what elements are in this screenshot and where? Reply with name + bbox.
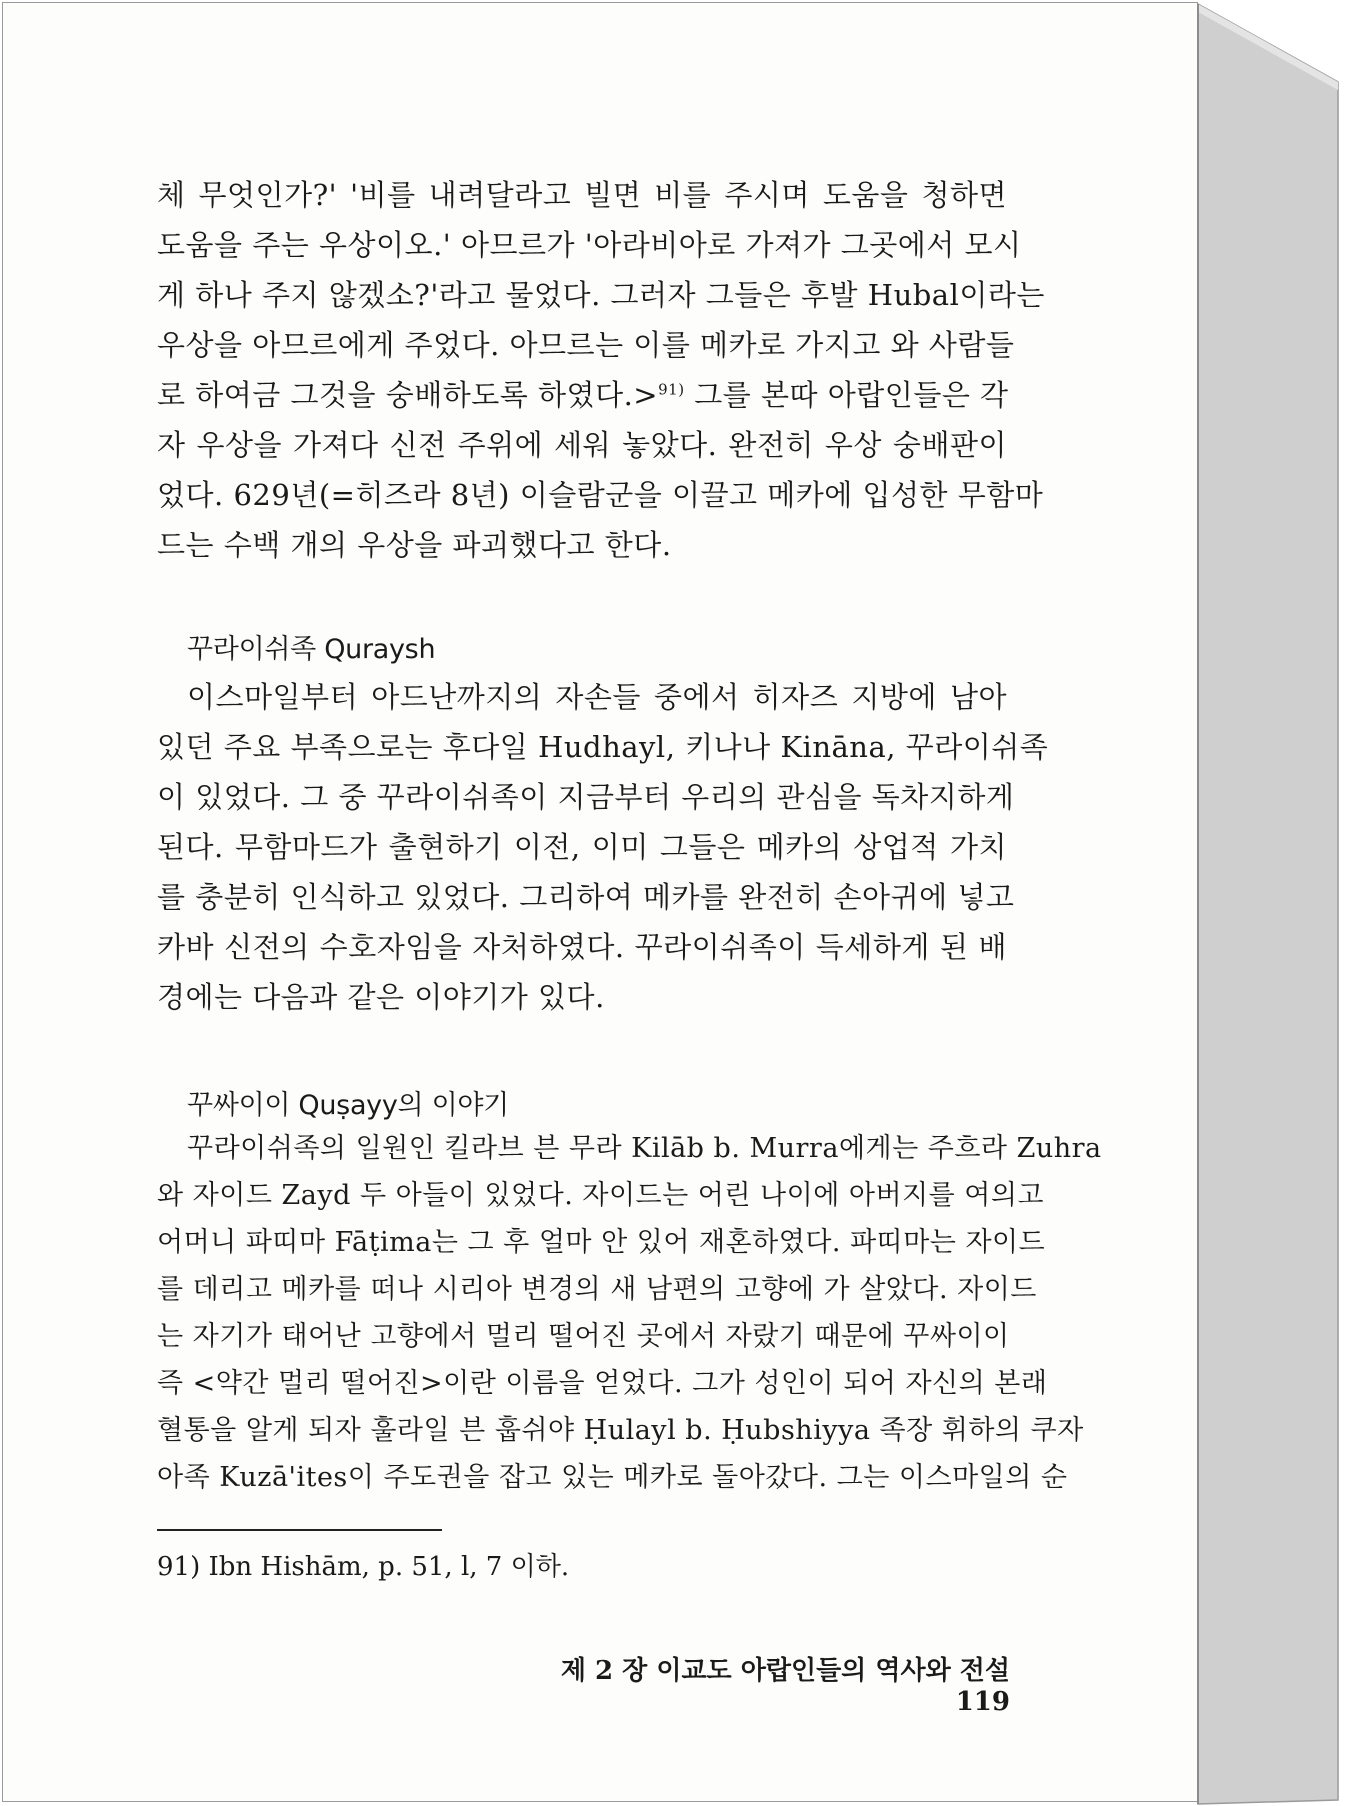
section-quraysh-body xyxy=(157,672,1049,1022)
paragraph-line: 게 하나 주지 않겠소?'라고 물었다. 그러자 그들은 후발 Hubal이라는 xyxy=(157,278,1045,312)
footnote-divider xyxy=(157,1529,442,1531)
paragraph-line: 있던 주요 부족으로는 후다일 Hudhayl, 키나나 Kināna, 꾸라이쉬족 xyxy=(157,730,1049,764)
section-heading-qusayy: 꾸싸이이 Quṣayy의 이야기 xyxy=(187,1090,509,1121)
paragraph-line: 경에는 다음과 같은 이야기가 있다. xyxy=(157,980,605,1014)
paragraph-line: 우상을 아므르에게 주었다. 아므르는 이를 메카로 가지고 와 사람들 xyxy=(157,328,1015,362)
paragraph-line: 어머니 파띠마 Fāṭima는 그 후 얼마 안 있어 재혼하였다. 파띠마는 자이드 xyxy=(157,1227,1046,1258)
footnote: 91) Ibn Hishām, p. 51, l, 7 이하. xyxy=(157,1552,570,1582)
paragraph-line: 이스마일부터 아드난까지의 자손들 중에서 히자즈 지방에 남아 xyxy=(187,680,1007,714)
paragraph-line: 를 충분히 인식하고 있었다. 그리하여 메카를 완전히 손아귀에 넣고 xyxy=(157,880,1015,914)
paragraph-line: 이 있었다. 그 중 꾸라이쉬족이 지금부터 우리의 관심을 독차지하게 xyxy=(157,780,1015,814)
paragraph-line-with-footnote xyxy=(157,370,1007,420)
paragraph-line: 를 데리고 메카를 떠나 시리아 변경의 새 남편의 고향에 가 살았다. 자이드 xyxy=(157,1274,1037,1305)
running-footer-page-number: 제 2 장 이교도 아랍인들의 역사와 전설 119 xyxy=(560,1656,1010,1717)
section-heading-quraysh: 꾸라이쉬족 Quraysh xyxy=(187,634,436,665)
paragraph-line: 혈통을 알게 되자 훌라일 븐 훕쉬야 Ḥulayl b. Ḥubshiyya 족장 휘하의 쿠자 xyxy=(157,1415,1084,1446)
paragraph-line: 꾸라이쉬족의 일원인 킬라브 븐 무라 Kilāb b. Murra에게는 주흐라 Zuhra xyxy=(187,1133,1102,1164)
paragraph-line-tail: 그를 본따 아랍인들은 각 xyxy=(684,378,1009,412)
top-paragraph xyxy=(157,170,1045,570)
paragraph-line: 즉 <약간 멀리 떨어진>이란 이름을 얻었다. 그가 성인이 되어 자신의 본래 xyxy=(157,1368,1048,1399)
paragraph-line: 로 하여금 그것을 숭배하도록 하였다.> xyxy=(157,378,659,412)
paragraph-line: 된다. 무함마드가 출현하기 이전, 이미 그들은 메카의 상업적 가치 xyxy=(157,830,1007,864)
paragraph-line: 와 자이드 Zayd 두 아들이 있었다. 자이드는 어린 나이에 아버지를 여의고 xyxy=(157,1180,1045,1211)
section-qusayy-body xyxy=(157,1125,1102,1501)
footnote-marker[interactable]: 91) xyxy=(658,380,685,399)
paragraph-line: 자 우상을 가져다 신전 주위에 세워 놓았다. 완전히 우상 숭배판이 xyxy=(157,428,1007,462)
paragraph-line: 아족 Kuzā'ites이 주도권을 잡고 있는 메카로 돌아갔다. 그는 이스마일의 순 xyxy=(157,1462,1068,1493)
paragraph-line: 드는 수백 개의 우상을 파괴했다고 한다. xyxy=(157,528,672,562)
paragraph-line: 었다. 629년(=히즈라 8년) 이슬람군을 이끌고 메카에 입성한 무함마 xyxy=(157,478,1044,512)
paragraph-line: 체 무엇인가?' '비를 내려달라고 빌면 비를 주시며 도움을 청하면 xyxy=(157,178,1007,212)
paragraph-line: 는 자기가 태어난 고향에서 멀리 떨어진 곳에서 자랐기 때문에 꾸싸이이 xyxy=(157,1321,1010,1352)
paragraph-line: 카바 신전의 수호자임을 자처하였다. 꾸라이쉬족이 득세하게 된 배 xyxy=(157,930,1007,964)
paragraph-line: 도움을 주는 우상이오.' 아므르가 '아라비아로 가져가 그곳에서 모시 xyxy=(157,228,1022,262)
